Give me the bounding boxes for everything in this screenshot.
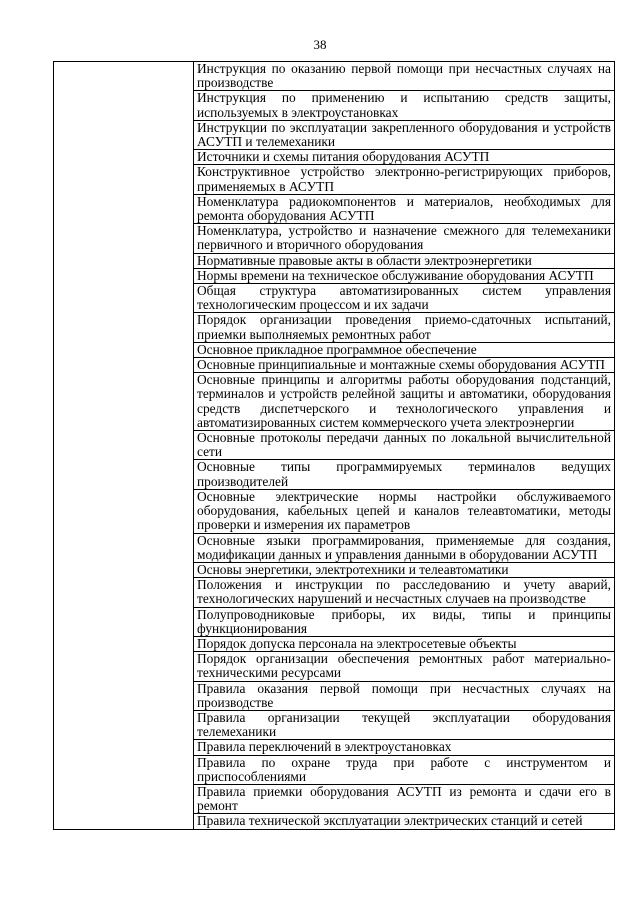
knowledge-item: Основные протоколы передачи данных по локальной вычислительной сети (194, 431, 615, 460)
knowledge-item: Правила организации текущей эксплуатации оборудования телемеханики (194, 710, 615, 739)
requirements-table (53, 61, 615, 830)
knowledge-item: Номенклатура, устройство и назначение смежного для телемеханики первичного и вторичного оборудования (194, 224, 615, 253)
knowledge-item: Общая структура автоматизированных систем управления технологическим процессом и их задачи (194, 284, 615, 313)
knowledge-item: Конструктивное устройство электронно-регистрирующих приборов, применяемых в АСУТП (194, 165, 615, 194)
knowledge-item: Порядок организации проведения приемо-сдаточных испытаний, приемки выполняемых ремонтных работ (194, 313, 615, 342)
knowledge-item: Инструкции по эксплуатации закрепленного оборудования и устройств АСУТП и телемеханики (194, 120, 615, 149)
knowledge-item: Правила по охране труда при работе с инструментом и приспособлениями (194, 755, 615, 784)
knowledge-item: Инструкция по оказанию первой помощи при несчастных случаях на производстве (194, 62, 615, 91)
table-row (54, 62, 615, 91)
knowledge-item: Инструкция по применению и испытанию средств защиты, используемых в электроустановках (194, 91, 615, 120)
knowledge-item: Номенклатура радиокомпонентов и материалов, необходимых для ремонта оборудования АСУТП (194, 194, 615, 223)
knowledge-item: Правила оказания первой помощи при несчастных случаях на производстве (194, 681, 615, 710)
knowledge-item: Правила технической эксплуатации электрических станций и сетей (194, 814, 615, 829)
knowledge-item: Основные электрические нормы настройки обслуживаемого оборудования, кабельных цепей и каналов телеавтоматики, методы проверки и измерения их параметров (194, 489, 615, 533)
knowledge-item: Основные принципы и алгоритмы работы оборудования подстанций, терминалов и устройств релейной защиты и автоматики, оборудования средств диспетчерского и технологического управления и автоматизированных систем коммерческого учета электроэнергии (194, 373, 615, 431)
knowledge-item: Источники и схемы питания оборудования АСУТП (194, 150, 615, 165)
knowledge-item: Нормы времени на техническое обслуживание оборудования АСУТП (194, 268, 615, 283)
knowledge-item: Нормативные правовые акты в области электроэнергетики (194, 253, 615, 268)
requirements-table-body (54, 62, 615, 830)
knowledge-item: Основное прикладное программное обеспечение (194, 342, 615, 357)
knowledge-item: Порядок организации обеспечения ремонтных работ материально-техническими ресурсами (194, 652, 615, 681)
knowledge-item: Положения и инструкции по расследованию и учету аварий, технологических нарушений и несчастных случаев на производстве (194, 578, 615, 607)
page-number: 38 (313, 37, 327, 52)
left-column-cell (54, 62, 194, 830)
knowledge-item: Основные принципиальные и монтажные схемы оборудования АСУТП (194, 358, 615, 373)
knowledge-item: Полупроводниковые приборы, их виды, типы и принципы функционирования (194, 607, 615, 636)
knowledge-item: Правила приемки оборудования АСУТП из ремонта и сдачи его в ремонт (194, 784, 615, 813)
knowledge-item: Основы энергетики, электротехники и телеавтоматики (194, 562, 615, 577)
knowledge-item: Основные языки программирования, применяемые для создания, модификации данных и управления данными в оборудовании АСУТП (194, 533, 615, 562)
knowledge-item: Порядок допуска персонала на электросетевые объекты (194, 636, 615, 651)
knowledge-item: Правила переключений в электроустановках (194, 740, 615, 755)
knowledge-item: Основные типы программируемых терминалов ведущих производителей (194, 460, 615, 489)
